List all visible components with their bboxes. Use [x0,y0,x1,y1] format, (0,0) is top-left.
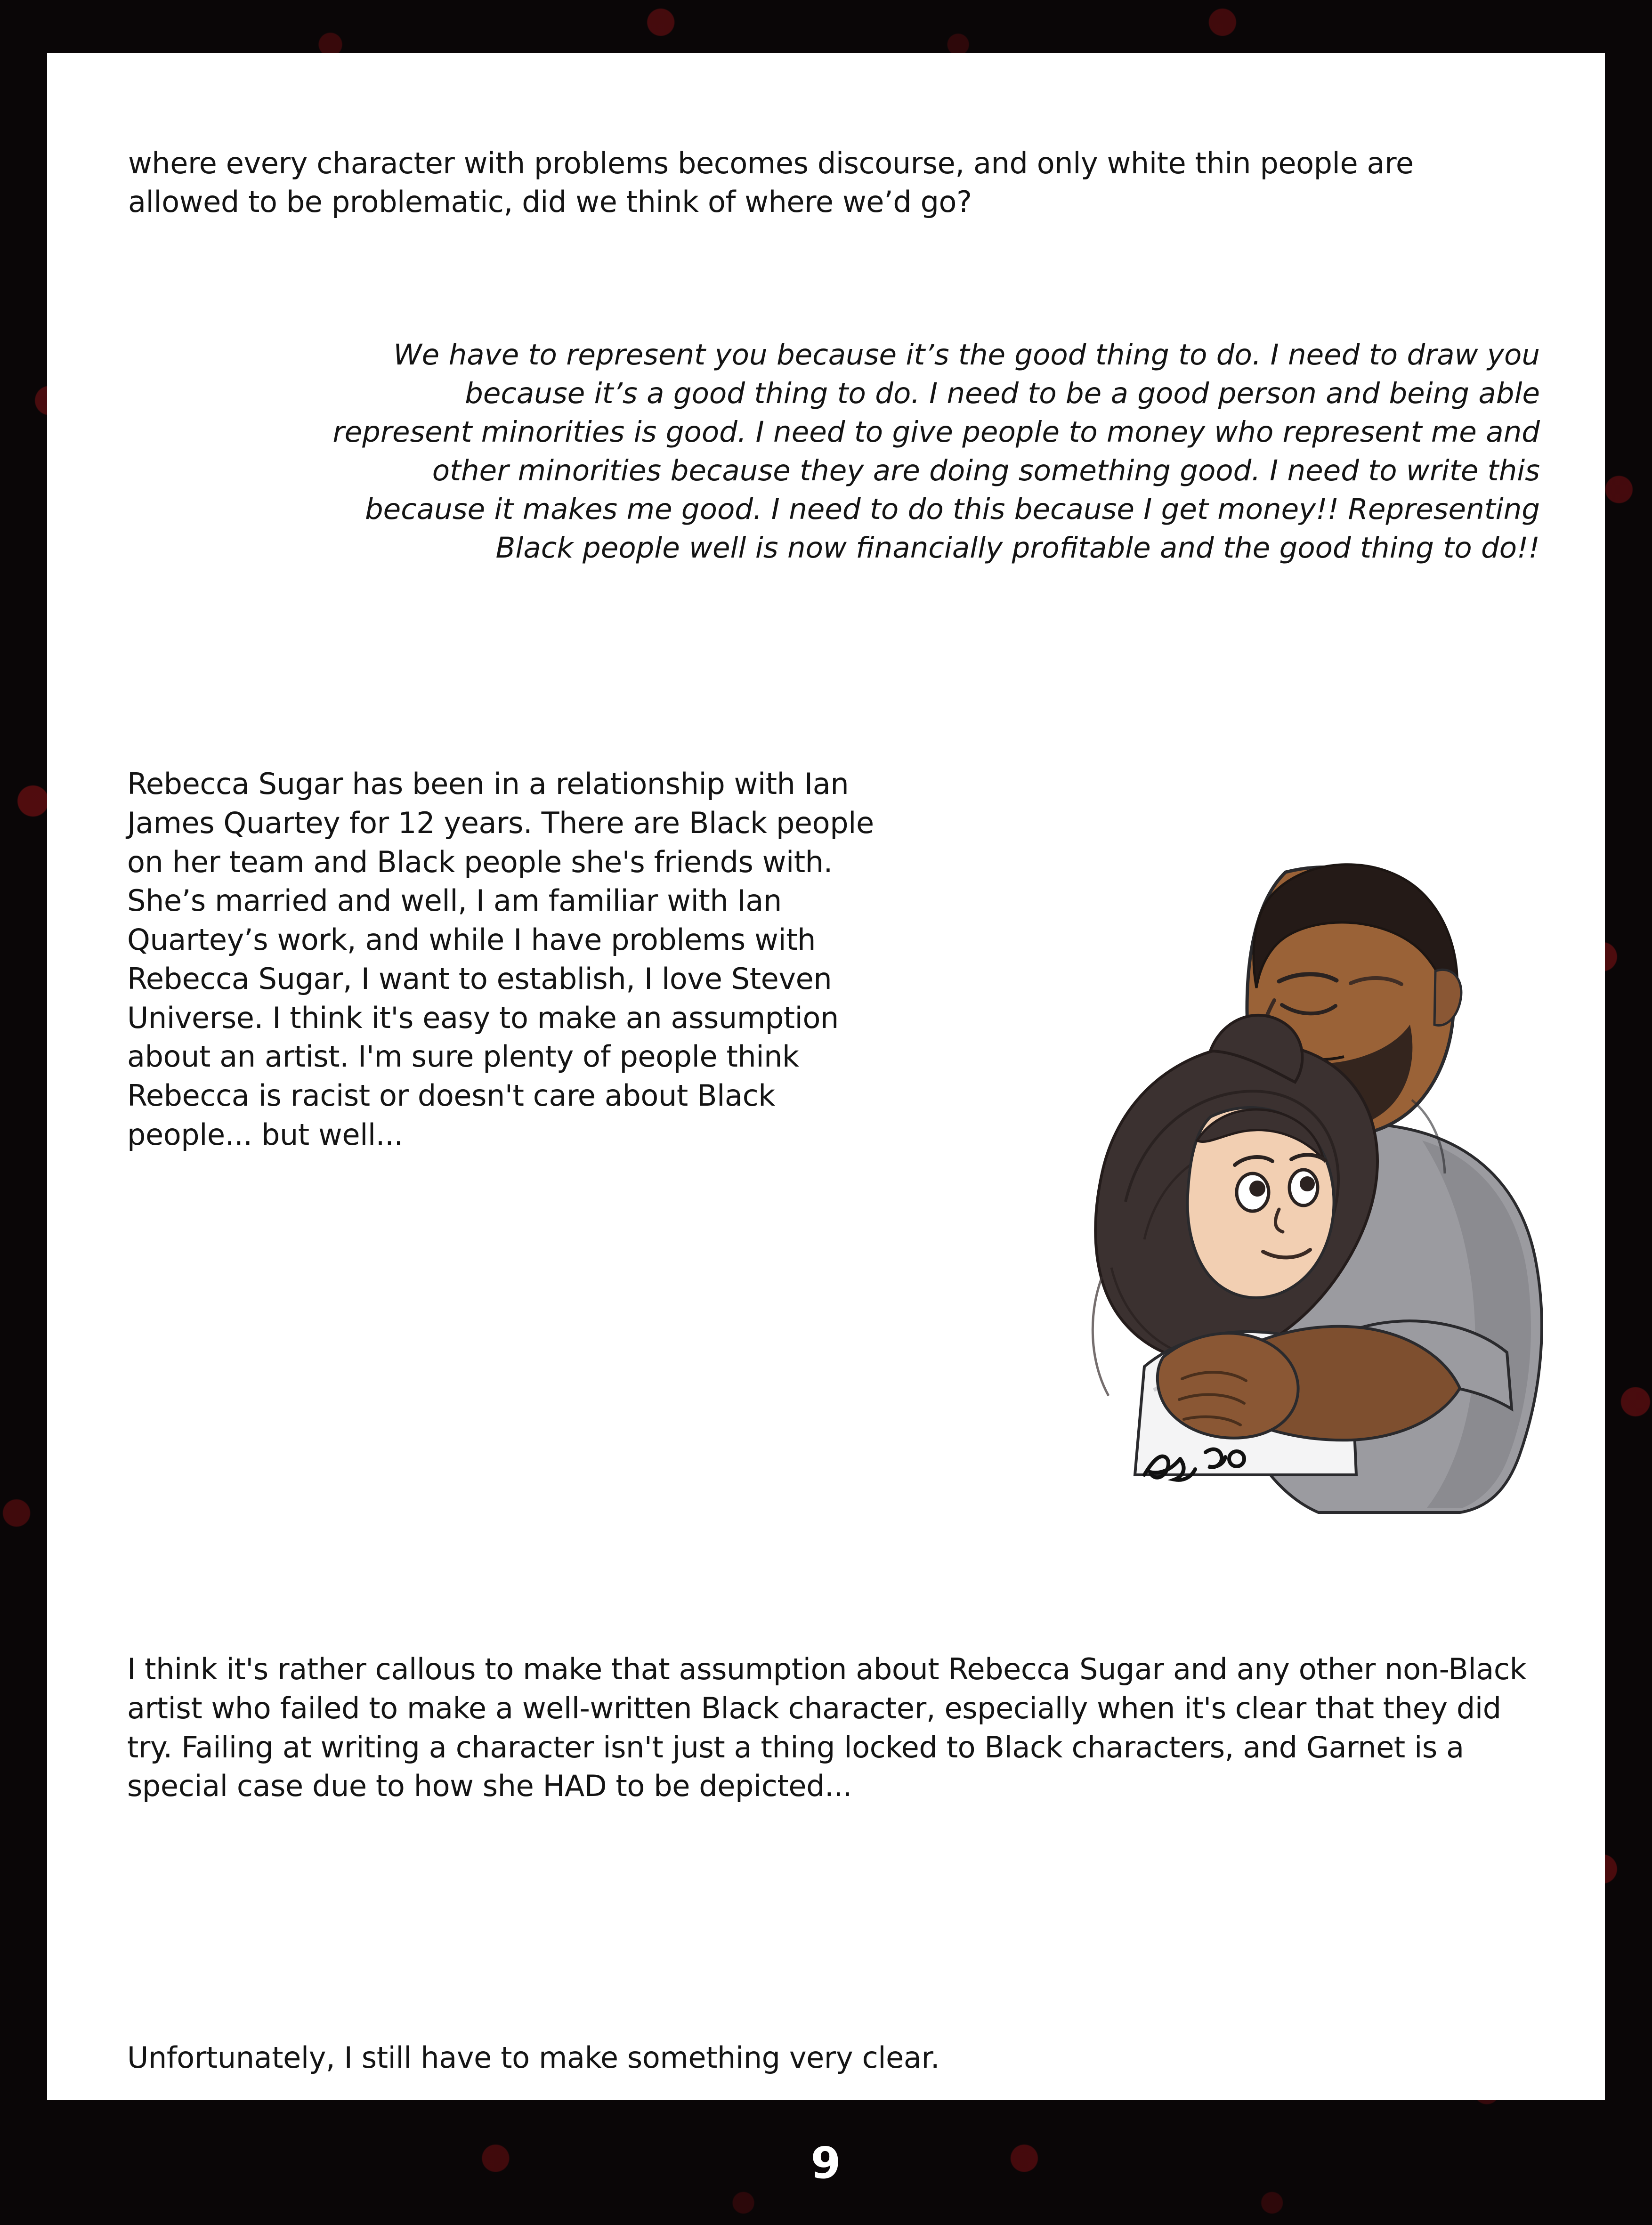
couple-embracing-illustration [881,816,1578,1578]
paragraph-lower-second: Unfortunately, I still have to make something very clear. [127,2040,940,2075]
paragraph-opening: where every character with problems becomes discourse, and only white thin people are allowed to be problematic, did we think of where we’d go? [128,146,1414,219]
content-sheet [47,53,1605,2100]
paragraph-left-column: Rebecca Sugar has been in a relationship with Ian James Quartey for 12 years. There are Black people on her team and Black people she's friends with. She’s married and well, I am familiar with Ian Quartey’s work, and while I have problems with Rebecca Sugar, I want to establish, I love Steven Universe. I think it's easy to make an assumption about an artist. I'm sure plenty of people think Rebecca is racist or doesn't care about Black people... but well... [127,767,874,1152]
page-number: 9 [810,2138,842,2188]
paragraph-lower-first: I think it's rather callous to make that assumption about Rebecca Sugar and any other non-Black artist who failed to make a well-written Black character, especially when it's clear that they did try. Failing at writing a character isn't just a thing locked to Black characters, and Garnet is a special case due to how she HAD to be depicted... [127,1652,1527,1804]
content-inner [80,76,1572,2081]
blockquote-quote: We have to represent you because it’s the good thing to do. I need to draw you because it’s a good thing to do. I need to be a good person and being able represent minorities is good. I need to give people to money who represent me and other minorities because they are doing something good. I need to write this because it makes me good. I need to do this because I get money!! Representing Black people well is now financially profitable and the good thing to do!! [332,338,1540,565]
